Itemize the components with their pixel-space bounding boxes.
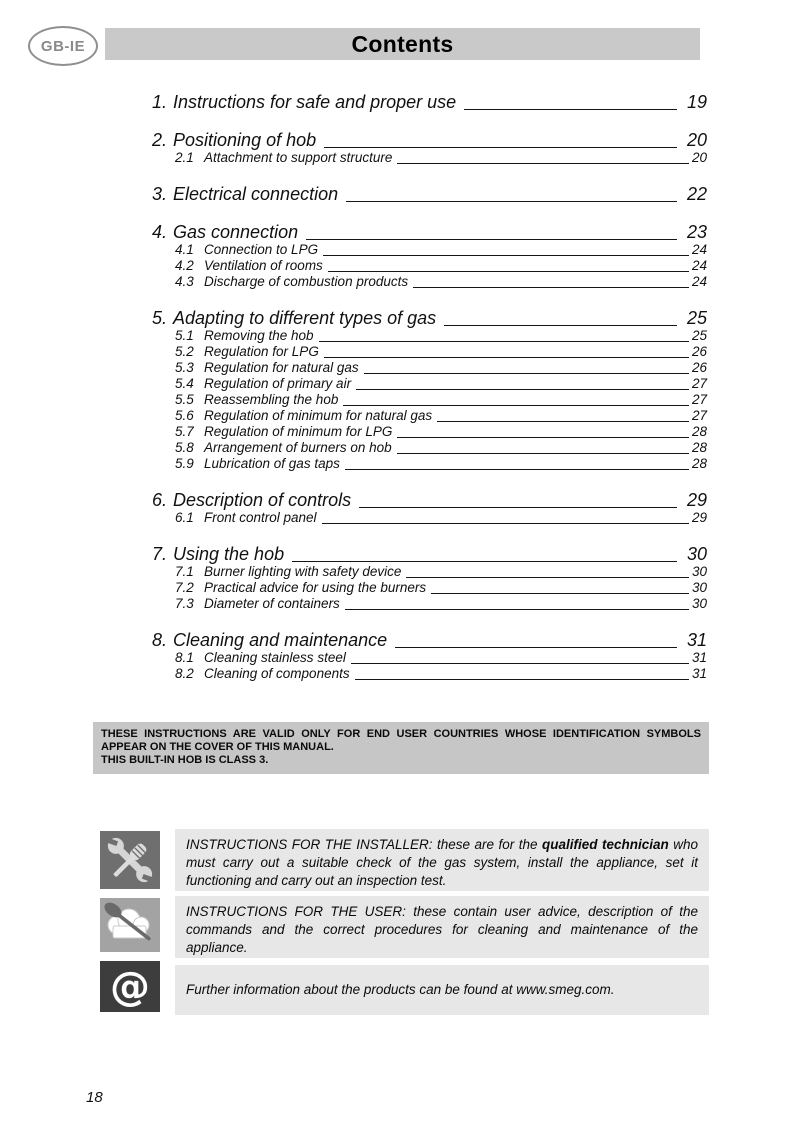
section-title: Burner lighting with safety device bbox=[204, 564, 402, 579]
toc-sub-row[interactable] bbox=[152, 650, 707, 666]
section-number: 8.2 bbox=[175, 666, 194, 681]
section-page: 24 bbox=[691, 258, 707, 273]
section-title: Regulation of minimum for LPG bbox=[204, 424, 393, 439]
installer-instructions bbox=[175, 829, 709, 891]
leader-line bbox=[319, 341, 689, 342]
toc-chapter-row[interactable] bbox=[152, 490, 707, 510]
page-header-bar bbox=[105, 28, 700, 60]
chapter-page: 25 bbox=[686, 308, 707, 328]
section-title: Arrangement of burners on hob bbox=[204, 440, 392, 455]
leader-line bbox=[323, 255, 689, 256]
leader-line bbox=[464, 109, 677, 110]
chapter-page: 19 bbox=[686, 92, 707, 112]
chapter-title: Electrical connection bbox=[173, 184, 339, 204]
section-number: 7.1 bbox=[175, 564, 194, 579]
leader-line bbox=[324, 357, 689, 358]
notice-line-1: THESE INSTRUCTIONS ARE VALID ONLY FOR END USER COUNTRIES WHOSE IDENTIFICATION SYMBOLS APPEAR ON THE COVER OF THIS MANUAL. bbox=[101, 728, 701, 753]
chapter-title: Using the hob bbox=[173, 544, 285, 564]
toc-sub-row[interactable] bbox=[152, 580, 707, 596]
leader-line bbox=[413, 287, 689, 288]
toc-sub-row[interactable] bbox=[152, 376, 707, 392]
section-page: 24 bbox=[691, 274, 707, 289]
section-number: 7.3 bbox=[175, 596, 194, 611]
section-page: 27 bbox=[691, 408, 707, 423]
page-title: Contents bbox=[351, 30, 454, 57]
leader-line bbox=[444, 325, 677, 326]
toc-group bbox=[152, 308, 707, 472]
table-of-contents bbox=[152, 92, 707, 700]
toc-chapter-row[interactable] bbox=[152, 130, 707, 150]
section-number: 5.6 bbox=[175, 408, 194, 423]
section-page: 31 bbox=[691, 666, 707, 681]
country-code-badge bbox=[28, 26, 98, 66]
section-page: 28 bbox=[691, 456, 707, 471]
leader-line bbox=[346, 201, 677, 202]
user-icon-box bbox=[100, 898, 160, 952]
section-title: Connection to LPG bbox=[204, 242, 319, 257]
section-title: Regulation of minimum for natural gas bbox=[204, 408, 433, 423]
user-text: INSTRUCTIONS FOR THE USER: these contain user advice, description of the commands and the correct procedures for cleaning and maintenance of the appliance. bbox=[186, 904, 698, 955]
chapter-number: 5. bbox=[152, 308, 168, 328]
section-title: Regulation for natural gas bbox=[204, 360, 359, 375]
section-number: 8.1 bbox=[175, 650, 194, 665]
leader-line bbox=[292, 561, 677, 562]
section-page: 28 bbox=[691, 424, 707, 439]
section-page: 30 bbox=[691, 596, 707, 611]
chapter-page: 22 bbox=[686, 184, 707, 204]
section-page: 20 bbox=[691, 150, 707, 165]
section-title: Practical advice for using the burners bbox=[204, 580, 427, 595]
chapter-number: 4. bbox=[152, 222, 168, 242]
toc-sub-row[interactable] bbox=[152, 596, 707, 612]
chapter-title: Instructions for safe and proper use bbox=[173, 92, 457, 112]
section-number: 4.3 bbox=[175, 274, 194, 289]
toc-group bbox=[152, 222, 707, 290]
toc-chapter-row[interactable] bbox=[152, 544, 707, 564]
section-number: 2.1 bbox=[175, 150, 194, 165]
leader-line bbox=[345, 609, 689, 610]
toc-sub-row[interactable] bbox=[152, 510, 707, 526]
leader-line bbox=[306, 239, 677, 240]
toc-chapter-row[interactable] bbox=[152, 308, 707, 328]
leader-line bbox=[328, 271, 689, 272]
section-number: 5.7 bbox=[175, 424, 194, 439]
chapter-number: 8. bbox=[152, 630, 168, 650]
country-code-label: GB-IE bbox=[40, 37, 86, 55]
installer-text-prefix: INSTRUCTIONS FOR THE INSTALLER: these are for the bbox=[186, 837, 542, 852]
section-title: Cleaning of components bbox=[204, 666, 350, 681]
section-title: Front control panel bbox=[204, 510, 317, 525]
leader-line bbox=[397, 437, 689, 438]
chapter-title: Positioning of hob bbox=[173, 130, 317, 150]
leader-line bbox=[431, 593, 689, 594]
toc-chapter-row[interactable] bbox=[152, 630, 707, 650]
section-number: 5.2 bbox=[175, 344, 194, 359]
section-page: 26 bbox=[691, 344, 707, 359]
notice-box bbox=[93, 722, 709, 774]
section-number: 5.3 bbox=[175, 360, 194, 375]
section-title: Removing the hob bbox=[204, 328, 314, 343]
section-page: 24 bbox=[691, 242, 707, 257]
chef-hat-spoon-icon bbox=[100, 898, 160, 952]
leader-line bbox=[406, 577, 689, 578]
section-number: 4.2 bbox=[175, 258, 194, 273]
section-number: 5.9 bbox=[175, 456, 194, 471]
at-icon-box bbox=[100, 961, 160, 1012]
installer-icon-box bbox=[100, 831, 160, 889]
toc-sub-row[interactable] bbox=[152, 150, 707, 166]
toc-sub-row[interactable] bbox=[152, 344, 707, 360]
page-number: 18 bbox=[86, 1089, 103, 1106]
toc-sub-row[interactable] bbox=[152, 242, 707, 258]
leader-line bbox=[395, 647, 677, 648]
toc-sub-row[interactable] bbox=[152, 424, 707, 440]
chapter-page: 20 bbox=[686, 130, 707, 150]
toc-group bbox=[152, 490, 707, 526]
leader-line bbox=[356, 389, 689, 390]
user-instructions bbox=[175, 896, 709, 958]
chapter-number: 6. bbox=[152, 490, 168, 510]
toc-sub-row[interactable] bbox=[152, 258, 707, 274]
section-title: Lubrication of gas taps bbox=[204, 456, 340, 471]
toc-group bbox=[152, 184, 707, 204]
section-page: 31 bbox=[691, 650, 707, 665]
section-title: Reassembling the hob bbox=[204, 392, 339, 407]
section-number: 6.1 bbox=[175, 510, 194, 525]
chapter-title: Cleaning and maintenance bbox=[173, 630, 388, 650]
section-title: Diameter of containers bbox=[204, 596, 340, 611]
leader-line bbox=[437, 421, 689, 422]
toc-chapter-row[interactable] bbox=[152, 222, 707, 242]
toc-group bbox=[152, 630, 707, 682]
toc-group bbox=[152, 92, 707, 112]
toc-group bbox=[152, 130, 707, 166]
leader-line bbox=[397, 163, 689, 164]
section-page: 27 bbox=[691, 392, 707, 407]
chapter-number: 1. bbox=[152, 92, 168, 112]
chapter-number: 2. bbox=[152, 130, 168, 150]
chapter-page: 30 bbox=[686, 544, 707, 564]
section-page: 26 bbox=[691, 360, 707, 375]
section-title: Discharge of combustion products bbox=[204, 274, 409, 289]
toc-sub-row[interactable] bbox=[152, 440, 707, 456]
toc-chapter-row[interactable] bbox=[152, 92, 707, 112]
leader-line bbox=[345, 469, 689, 470]
leader-line bbox=[359, 507, 677, 508]
chapter-number: 7. bbox=[152, 544, 168, 564]
leader-line bbox=[343, 405, 689, 406]
chapter-title: Description of controls bbox=[173, 490, 352, 510]
section-title: Ventilation of rooms bbox=[204, 258, 323, 273]
installer-text-suffix: who must carry out a suitable check of the gas system, install the appliance, set it functioning and carry out an inspection test. bbox=[186, 837, 698, 888]
toc-sub-row[interactable] bbox=[152, 392, 707, 408]
leader-line bbox=[351, 663, 689, 664]
section-page: 28 bbox=[691, 440, 707, 455]
section-number: 5.5 bbox=[175, 392, 194, 407]
toc-sub-row[interactable] bbox=[152, 408, 707, 424]
toc-group bbox=[152, 544, 707, 612]
section-number: 5.8 bbox=[175, 440, 194, 455]
chapter-title: Adapting to different types of gas bbox=[173, 308, 437, 328]
section-page: 29 bbox=[691, 510, 707, 525]
toc-sub-row[interactable] bbox=[152, 274, 707, 290]
web-info-box bbox=[175, 965, 709, 1015]
section-number: 4.1 bbox=[175, 242, 194, 257]
section-title: Cleaning stainless steel bbox=[204, 650, 346, 665]
leader-line bbox=[324, 147, 677, 148]
section-page: 27 bbox=[691, 376, 707, 391]
section-title: Regulation for LPG bbox=[204, 344, 319, 359]
tools-icon bbox=[100, 831, 160, 889]
section-title: Regulation of primary air bbox=[204, 376, 352, 391]
toc-sub-row[interactable] bbox=[152, 328, 707, 344]
section-page: 25 bbox=[691, 328, 707, 343]
toc-chapter-row[interactable] bbox=[152, 184, 707, 204]
toc-sub-row[interactable] bbox=[152, 564, 707, 580]
web-info-text: Further information about the products can be found at www.smeg.com. bbox=[186, 982, 615, 997]
chapter-page: 23 bbox=[686, 222, 707, 242]
leader-line bbox=[355, 679, 689, 680]
section-number: 7.2 bbox=[175, 580, 194, 595]
section-number: 5.4 bbox=[175, 376, 194, 391]
toc-sub-row[interactable] bbox=[152, 666, 707, 682]
section-page: 30 bbox=[691, 580, 707, 595]
notice-line-2: THIS BUILT-IN HOB IS CLASS 3. bbox=[101, 754, 269, 766]
chapter-page: 31 bbox=[686, 630, 707, 650]
toc-sub-row[interactable] bbox=[152, 360, 707, 376]
chapter-page: 29 bbox=[686, 490, 707, 510]
at-icon: @ bbox=[110, 963, 150, 1010]
chapter-number: 3. bbox=[152, 184, 168, 204]
leader-line bbox=[397, 453, 689, 454]
toc-sub-row[interactable] bbox=[152, 456, 707, 472]
section-title: Attachment to support structure bbox=[204, 150, 393, 165]
section-page: 30 bbox=[691, 564, 707, 579]
leader-line bbox=[364, 373, 689, 374]
chapter-title: Gas connection bbox=[173, 222, 299, 242]
section-number: 5.1 bbox=[175, 328, 194, 343]
leader-line bbox=[322, 523, 689, 524]
installer-text-bold: qualified technician bbox=[541, 837, 669, 852]
